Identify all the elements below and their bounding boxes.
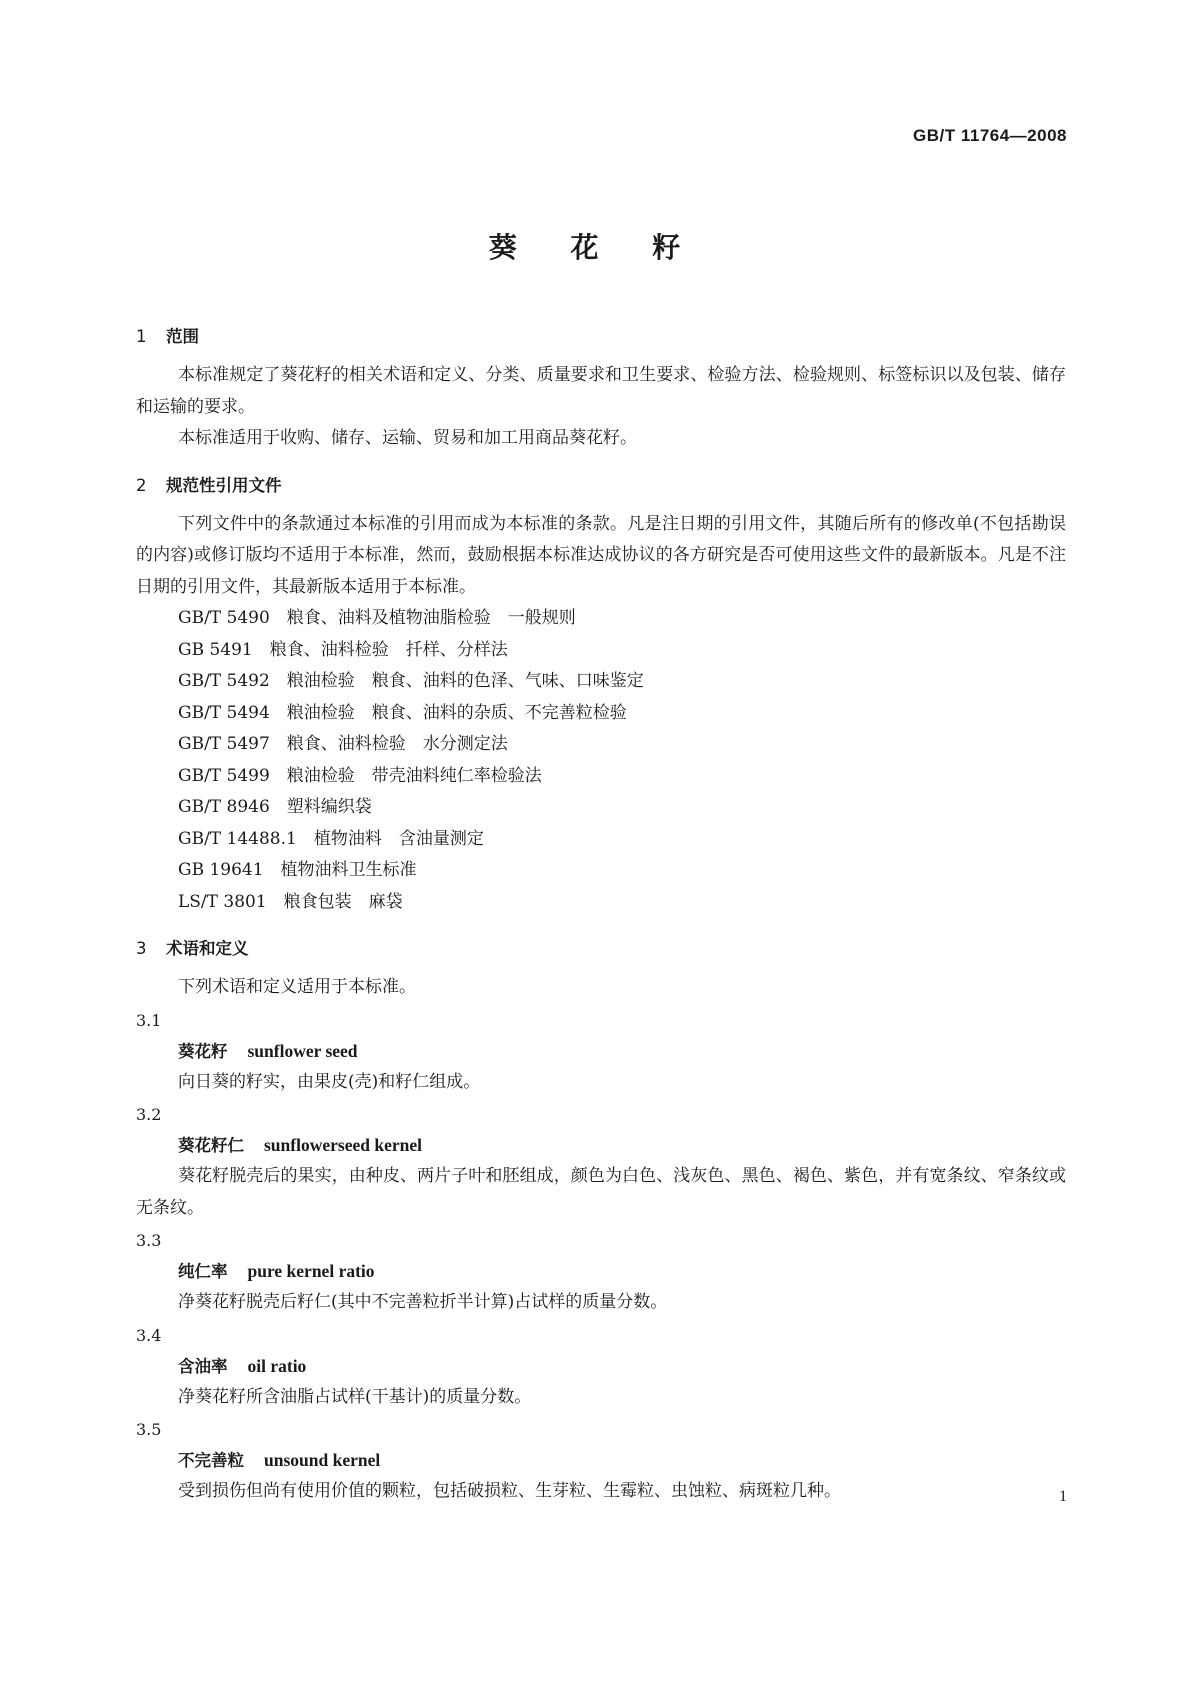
term-en: sunflowerseed kernel bbox=[264, 1135, 422, 1155]
paragraph: 下列术语和定义适用于本标准。 bbox=[178, 977, 416, 997]
term-zh: 不完善粒 bbox=[178, 1451, 244, 1470]
reference-item: LS/T 3801 粮食包装 麻袋 bbox=[178, 891, 403, 912]
reference-item: GB/T 5490 粮食、油料及植物油脂检验 一般规则 bbox=[178, 608, 576, 628]
term-definition: 受到损伤但尚有使用价值的颗粒，包括破损粒、生芽粒、生霉粒、虫蚀粒、病斑粒几种。 bbox=[178, 1481, 841, 1501]
term-zh: 纯仁率 bbox=[178, 1262, 228, 1281]
term-entry bbox=[136, 1415, 1066, 1508]
reference-item: GB/T 5497 粮食、油料检验 水分测定法 bbox=[178, 734, 508, 754]
term-name bbox=[136, 1256, 1066, 1287]
paragraph: 本标准适用于收购、储存、运输、贸易和加工用商品葵花籽。 bbox=[178, 428, 637, 448]
reference-item: GB/T 5494 粮油检验 粮食、油料的杂质、不完善粒检验 bbox=[178, 702, 627, 723]
term-en: sunflower seed bbox=[247, 1040, 358, 1061]
term-zh: 葵花籽 bbox=[178, 1041, 228, 1061]
section-number: 1 bbox=[136, 327, 147, 346]
term-entry bbox=[136, 1321, 1066, 1414]
term-definition: 葵花籽脱壳后的果实，由种皮、两片子叶和胚组成，颜色为白色、浅灰色、黑色、褐色、紫色，并有宽条纹、窄条纹或无条纹。 bbox=[136, 1166, 1066, 1218]
reference-item: GB 19641 植物油料卫生标准 bbox=[178, 860, 417, 880]
term-number: 3.2 bbox=[136, 1105, 162, 1124]
term-name bbox=[136, 1130, 1066, 1161]
term-definition: 净葵花籽所含油脂占试样(干基计)的质量分数。 bbox=[178, 1386, 532, 1407]
term-zh: 葵花籽仁 bbox=[178, 1136, 244, 1155]
section-number: 2 bbox=[136, 475, 147, 495]
term-entry bbox=[136, 1100, 1066, 1224]
term-definition: 净葵花籽脱壳后籽仁(其中不完善粒折半计算)占试样的质量分数。 bbox=[178, 1292, 668, 1312]
section-number: 3 bbox=[136, 939, 147, 958]
section-heading-normative-references bbox=[136, 471, 1066, 501]
paragraph: 本标准规定了葵花籽的相关术语和定义、分类、质量要求和卫生要求、检验方法、检验规则、标签标识以及包装、储存和运输的要求。 bbox=[136, 365, 1066, 417]
term-entry bbox=[136, 1226, 1066, 1319]
term-definition: 向日葵的籽实，由果皮(壳)和籽仁组成。 bbox=[178, 1071, 481, 1092]
section-title: 规范性引用文件 bbox=[166, 475, 282, 495]
section-title: 术语和定义 bbox=[166, 939, 249, 958]
paragraph: 下列文件中的条款通过本标准的引用而成为本标准的条款。凡是注日期的引用文件，其随后所有的修改单(不包括勘误的内容)或修订版均不适用于本标准，然而，鼓励根据本标准达成协议的各方研究是否可使用这些文件的最新版本。凡是不注日期的引用文件，其最新版本适用于本标准。 bbox=[136, 513, 1066, 597]
reference-item: GB/T 5492 粮油检验 粮食、油料的色泽、气味、口味鉴定 bbox=[178, 671, 644, 691]
term-name bbox=[136, 1445, 1066, 1476]
reference-list bbox=[136, 603, 1066, 918]
term-en: pure kernel ratio bbox=[247, 1261, 375, 1281]
reference-item: GB/T 5499 粮油检验 带壳油料纯仁率检验法 bbox=[178, 765, 542, 786]
term-en: oil ratio bbox=[247, 1355, 307, 1376]
term-number: 3.4 bbox=[136, 1325, 162, 1345]
reference-item: GB/T 8946 塑料编织袋 bbox=[178, 797, 372, 817]
document-title: 葵 花 籽 bbox=[488, 231, 703, 264]
term-en: unsound kernel bbox=[264, 1450, 381, 1470]
reference-item: GB 5491 粮食、油料检验 扦样、分样法 bbox=[178, 639, 508, 660]
reference-item: GB/T 14488.1 植物油料 含油量测定 bbox=[178, 828, 484, 849]
section-heading-terms bbox=[136, 934, 1066, 964]
term-number: 3.5 bbox=[136, 1420, 162, 1439]
standard-code: GB/T 11764—2008 bbox=[913, 126, 1067, 145]
term-name bbox=[136, 1036, 1066, 1067]
section-heading-scope bbox=[136, 322, 1066, 352]
term-zh: 含油率 bbox=[178, 1356, 228, 1376]
document-body bbox=[136, 322, 1066, 1508]
term-number: 3.1 bbox=[136, 1010, 162, 1030]
term-number: 3.3 bbox=[136, 1231, 162, 1250]
section-title: 范围 bbox=[166, 327, 199, 346]
term-entry bbox=[136, 1006, 1066, 1099]
page-number: 1 bbox=[1059, 1488, 1067, 1505]
term-name bbox=[136, 1351, 1066, 1382]
